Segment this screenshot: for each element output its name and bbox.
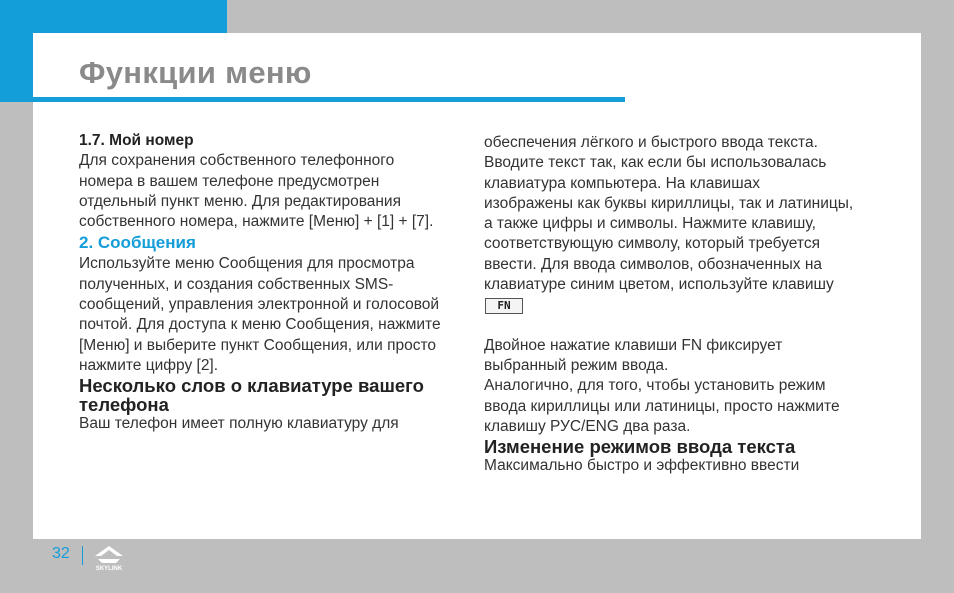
svg-text:SKYLINK: SKYLINK <box>95 566 123 572</box>
left-column <box>79 131 457 435</box>
section-heading-keyboard <box>79 376 457 414</box>
body-line: ввести. Для ввода символов, обозначенных на <box>484 255 822 273</box>
body-line: Используйте меню Сообщения для просмотра <box>79 255 415 273</box>
body-line: ввода кириллицы или латиницы, просто нажмите <box>484 397 840 415</box>
body-line: Двойное нажатие клавиши FN фиксирует <box>484 336 783 354</box>
right-column <box>484 133 869 476</box>
body-line: собственного номера, нажмите [Меню] + [1] + [7]. <box>79 213 434 231</box>
body-line: Для сохранения собственного телефонного <box>79 152 395 170</box>
body-line: обеспечения лёгкого и быстрого ввода текста. <box>484 134 818 151</box>
body-line: [Меню] и выберите пункт Сообщения, или просто <box>79 336 436 354</box>
body-line: нажмите цифру [2]. <box>79 356 219 374</box>
document-page <box>33 33 921 539</box>
body-line: сообщений, управления электронной и голосовой <box>79 296 440 314</box>
spacer <box>484 316 869 336</box>
body-line: клавишу РУС/ENG два раза. <box>484 417 691 435</box>
body-line: выбранный режим ввода. <box>484 356 669 374</box>
section-heading-messages: 2. Сообщения <box>79 233 196 253</box>
page-title: Функции меню <box>79 55 312 90</box>
body-line: Ваш телефон имеет полную клавиатуру для <box>79 415 399 433</box>
title-underline <box>33 97 625 102</box>
fn-key-icon: FN <box>485 298 523 314</box>
body-line: клавиатура компьютера. На клавишах <box>484 174 761 192</box>
body-line: номера в вашем телефоне предусмотрен <box>79 172 380 190</box>
body-line: изображены как буквы кириллицы, так и латиницы, <box>484 194 854 212</box>
body-line: соответствующую символу, который требуется <box>484 235 820 253</box>
section-heading-my-number: 1.7. Мой номер <box>79 132 194 149</box>
body-line: Аналогично, для того, чтобы установить режим <box>484 377 826 395</box>
body-line: полученных, и создания собственных SMS- <box>79 275 394 293</box>
heading-line: телефона <box>79 394 169 416</box>
page-number: 32 <box>52 545 70 562</box>
skylink-logo <box>89 544 129 572</box>
body-line: Вводите текст так, как если бы использовалась <box>484 154 827 172</box>
heading-line: Несколько слов о клавиатуре вашего <box>79 375 424 397</box>
footer-divider <box>82 546 83 565</box>
body-line: отдельный пункт меню. Для редактирования <box>79 192 401 210</box>
body-line: а также цифры и символы. Нажмите клавишу, <box>484 215 816 233</box>
body-line: Максимально быстро и эффективно ввести <box>484 457 800 475</box>
body-line: клавиатуре синим цветом, используйте клавишу <box>484 276 834 294</box>
section-heading-input-modes: Изменение режимов ввода текста <box>484 436 796 458</box>
body-line: почтой. Для доступа к меню Сообщения, нажмите <box>79 316 441 334</box>
